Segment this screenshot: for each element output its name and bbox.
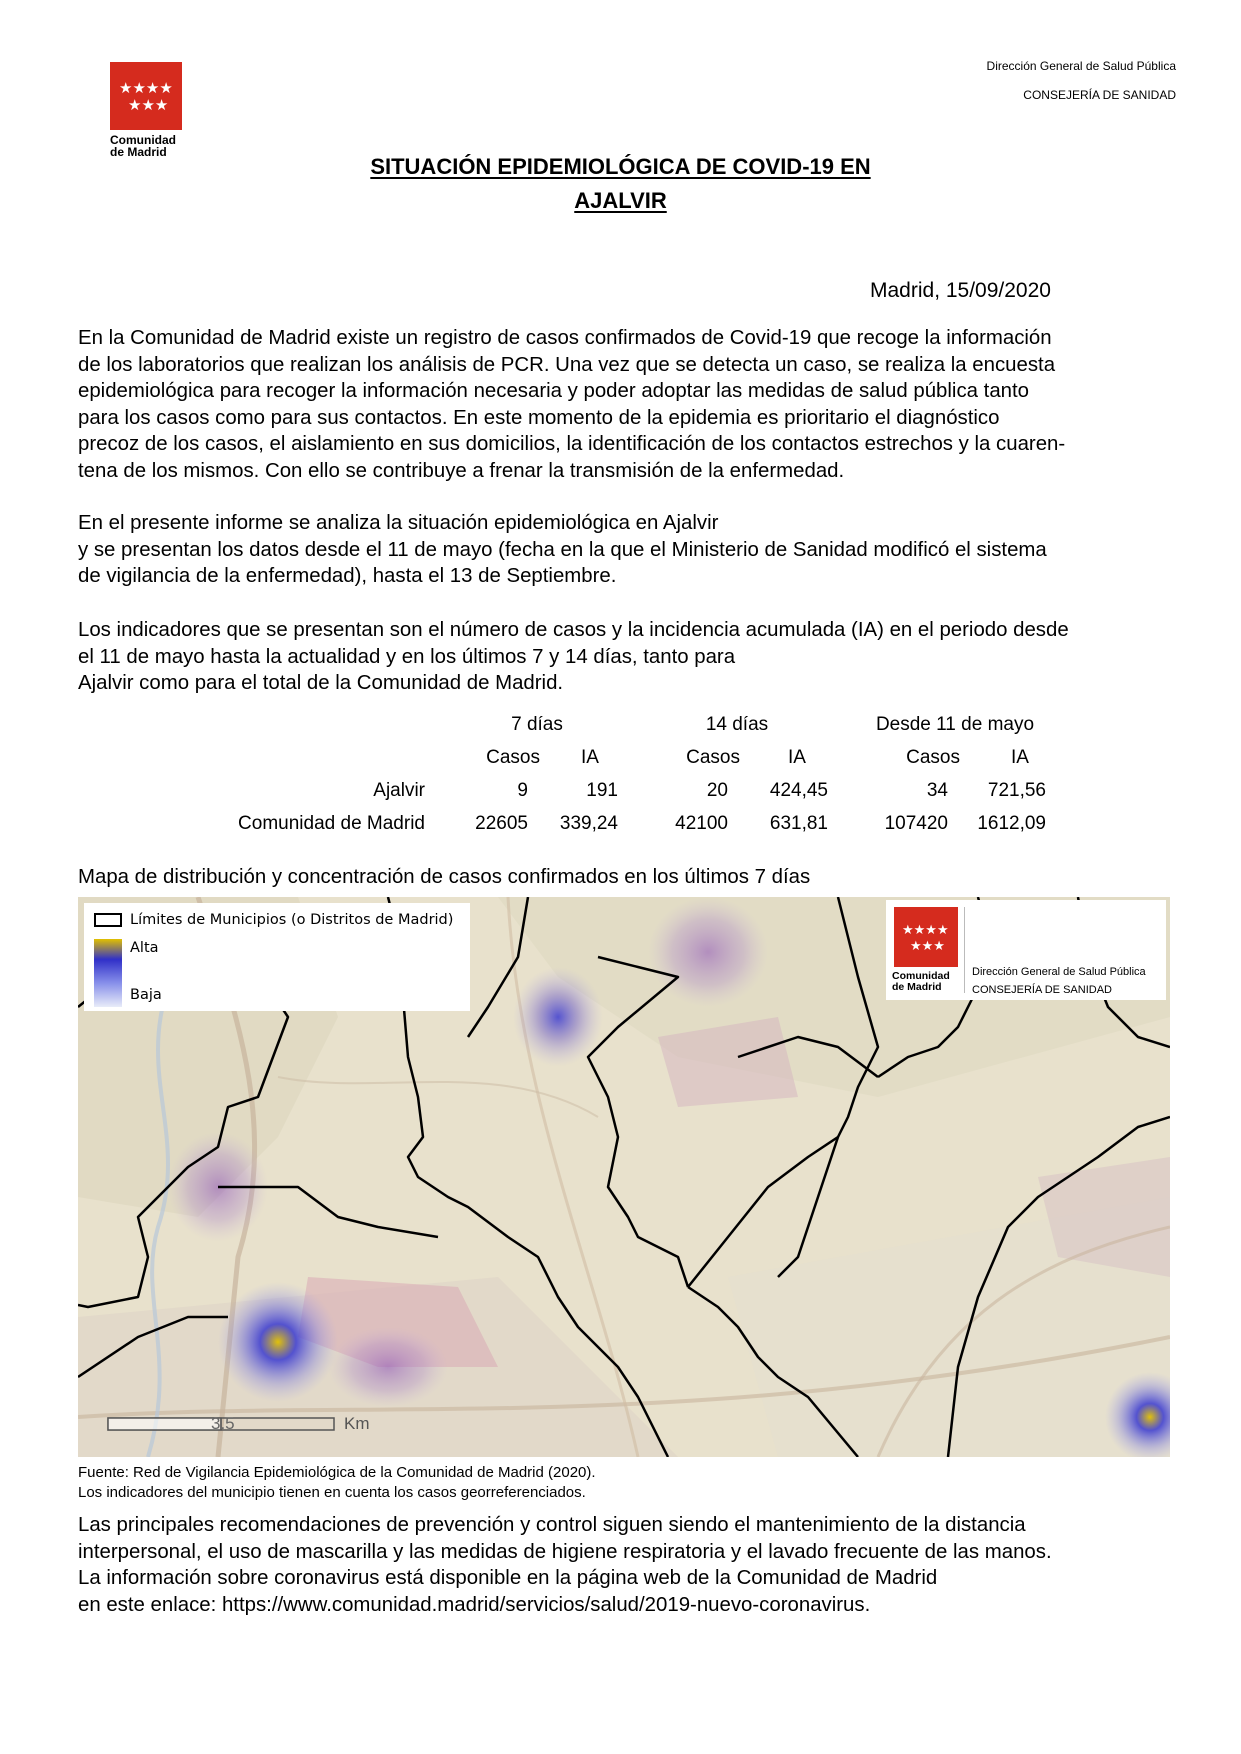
page-title: [0, 150, 1241, 218]
header-department-info: [987, 60, 1176, 101]
map-logo-line1: Comunidad: [892, 970, 950, 982]
svg-text:★★★★: ★★★★: [902, 923, 949, 938]
cell-value: 42100: [675, 812, 728, 834]
cell-value: 339,24: [559, 812, 618, 834]
indicators-line: el 11 de mayo hasta la actualidad y en los últimos 7 y 14 días, tanto para: [78, 645, 736, 668]
title-line1: SITUACIÓN EPIDEMIOLÓGICA DE COVID-19 EN: [370, 154, 871, 179]
period-since-may: Desde 11 de mayo: [875, 713, 1035, 735]
source-line: Los indicadores del municipio tienen en cuenta los casos georreferenciados.: [78, 1484, 586, 1501]
recommendations-line: interpersonal, el uso de mascarilla y las medidas de higiene respiratoria y el lavado frecuente de las manos.: [78, 1540, 1052, 1563]
indicators-paragraph: [78, 617, 1188, 697]
logo-text-line2: de Madrid: [110, 145, 167, 159]
svg-text:★★★: ★★★: [128, 96, 169, 114]
logo-divider: [964, 907, 965, 993]
scale-unit: Km: [344, 1414, 370, 1433]
map-logo-text: [892, 971, 950, 993]
indicators-table: [210, 708, 1058, 840]
cell-value: 191: [586, 779, 618, 801]
recommendations-paragraph: [78, 1512, 1188, 1618]
intro-line: En la Comunidad de Madrid existe un registro de casos confirmados de Covid-19 que recoge la información: [78, 327, 1052, 349]
svg-text:★★★: ★★★: [910, 939, 945, 954]
scope-line: En el presente informe se analiza la situación epidemiológica en Ajalvir: [78, 512, 719, 534]
recommendations-line: La información sobre coronavirus está disponible en la página web de la Comunidad de Madrid: [78, 1567, 938, 1589]
scope-line: de vigilancia de la enfermedad), hasta el 13 de Septiembre.: [78, 565, 617, 587]
map-legend: [84, 903, 470, 1011]
cell-value: 22605: [475, 812, 528, 834]
intro-line: tena de los mismos. Con ello se contribuye a frenar la transmisión de la enfermedad.: [78, 459, 845, 482]
table-row: [210, 774, 1058, 807]
source-line: Fuente: Red de Vigilancia Epidemiológica de la Comunidad de Madrid (2020).: [78, 1464, 596, 1481]
svg-text:★★★★: ★★★★: [119, 79, 173, 97]
cell-value: 34: [926, 779, 948, 801]
cell-value: 631,81: [769, 812, 828, 834]
cell-value: 20: [706, 779, 728, 801]
ministry-name: CONSEJERÍA DE SANIDAD: [1023, 88, 1176, 102]
header-casos: Casos: [906, 746, 960, 768]
row-label: Comunidad de Madrid: [238, 812, 425, 834]
madrid-flag-icon: [894, 907, 958, 967]
map-logo-department: Dirección General de Salud Pública: [972, 966, 1146, 978]
map-logo-line2: de Madrid: [892, 981, 942, 993]
madrid-flag-icon: [110, 62, 182, 130]
period-7-days: 7 días: [511, 713, 563, 735]
indicators-line: Los indicadores que se presentan son el número de casos y la incidencia acumulada (IA) en el periodo desde: [78, 619, 1069, 641]
intro-line: epidemiológica para recoger la información necesaria y poder adoptar las medidas de salud pública tanto: [78, 380, 1030, 402]
logo-text-line1: Comunidad: [110, 133, 176, 147]
scope-paragraph: [78, 510, 1188, 590]
period-14-days: 14 días: [705, 713, 769, 735]
legend-high-label: Alta: [130, 940, 159, 956]
scope-line: y se presentan los datos desde el 11 de mayo (fecha en la que el Ministerio de Sanidad modificó el sistema: [78, 538, 1047, 561]
map-caption: Mapa de distribución y concentración de casos confirmados en los últimos 7 días: [78, 866, 811, 888]
report-date: Madrid, 15/09/2020: [870, 279, 1051, 302]
recommendations-link-line[interactable]: en este enlace: https://www.comunidad.madrid/servicios/salud/2019-nuevo-coronavirus.: [78, 1593, 871, 1616]
intro-line: de los laboratorios que realizan los análisis de PCR. Una vez que se detecta un caso, se realiza la encuesta: [78, 353, 1056, 376]
map-logo-block: [886, 900, 1166, 1000]
table-subheader-row: [210, 741, 1058, 774]
header-ia: IA: [1011, 746, 1029, 768]
header-casos: Casos: [686, 746, 740, 768]
scale-label: 3.5: [211, 1414, 235, 1433]
comunidad-madrid-logo: [110, 62, 182, 158]
title-line2: AJALVIR: [574, 188, 667, 213]
header-casos: Casos: [486, 746, 540, 768]
boundary-swatch-icon: [94, 913, 122, 927]
heat-ramp-icon: [94, 939, 122, 1007]
table-period-header-row: [210, 708, 1058, 741]
row-label: Ajalvir: [373, 779, 425, 801]
map-source-note: [78, 1463, 596, 1503]
cell-value: 9: [517, 779, 528, 801]
intro-line: para los casos como para sus contactos. En este momento de la epidemia es prioritario el diagnóstico: [78, 406, 1000, 429]
recommendations-line: Las principales recomendaciones de prevención y control siguen siendo el mantenimiento de la distancia: [78, 1514, 1026, 1536]
header-ia: IA: [788, 746, 806, 768]
legend-low-label: Baja: [130, 987, 162, 1003]
legend-boundaries-label: Límites de Municipios (o Distritos de Madrid): [130, 912, 454, 928]
intro-paragraph: [78, 325, 1188, 484]
legend-boundaries-row: [94, 912, 453, 928]
department-name: Dirección General de Salud Pública: [986, 59, 1176, 73]
map-logo-ministry: CONSEJERÍA DE SANIDAD: [972, 984, 1112, 996]
indicators-line: Ajalvir como para el total de la Comunidad de Madrid.: [78, 672, 564, 694]
cell-value: 721,56: [987, 779, 1046, 801]
cell-value: 1612,09: [977, 812, 1046, 834]
header-ia: IA: [581, 746, 599, 768]
table-row: [210, 807, 1058, 840]
cell-value: 107420: [884, 812, 948, 834]
intro-line: precoz de los casos, el aislamiento en sus domicilios, la identificación de los contactos estrechos y la cuaren-: [78, 433, 1066, 455]
cell-value: 424,45: [769, 779, 828, 801]
